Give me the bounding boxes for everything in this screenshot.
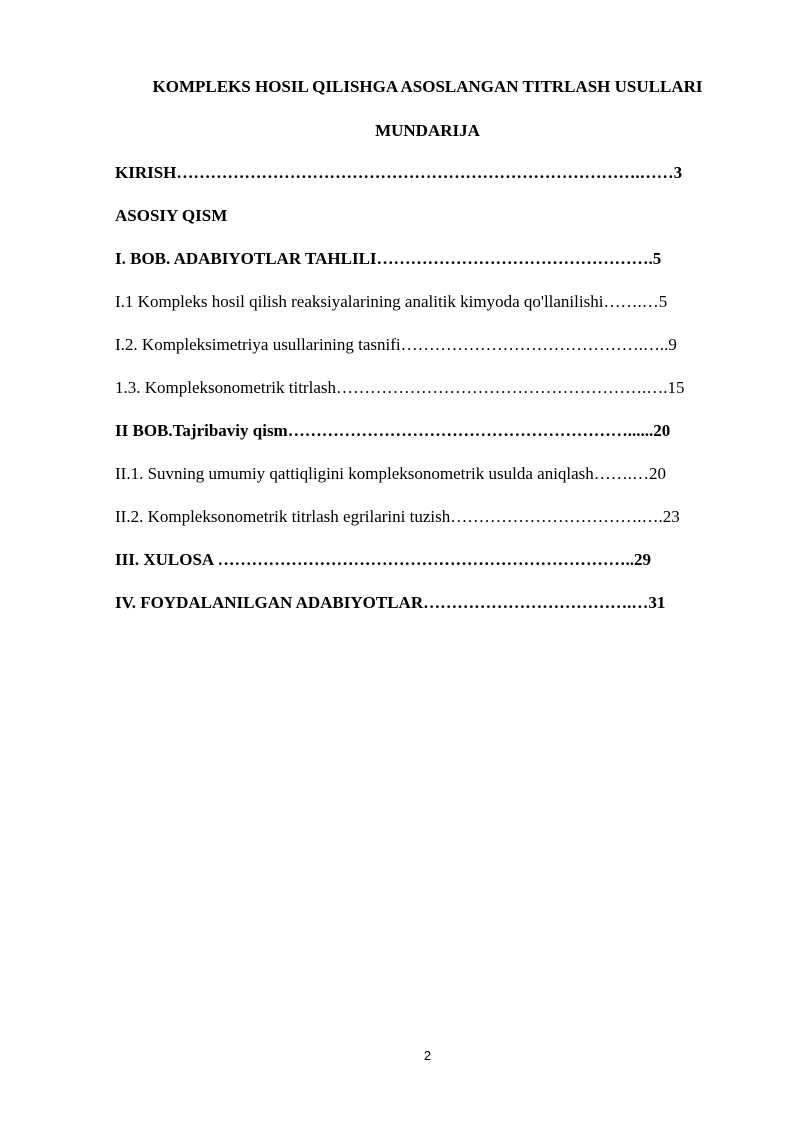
toc-heading: MUNDARIJA [375, 121, 480, 140]
toc-entry-kirish[interactable] [115, 162, 727, 184]
toc-entry-text: 1.3. Kompleksonometrik titrlash……………………………………………….….15 [115, 378, 685, 397]
toc-entry-text: II.2. Kompleksonometrik titrlash egrilarini tuzish…………………………….….23 [115, 507, 680, 526]
toc-entry-text: III. XULOSA ………………………………………………………………..29 [115, 550, 652, 569]
toc-entry-section-1-1[interactable] [115, 291, 727, 313]
toc-entry-text: I. BOB. ADABIYOTLAR TAHLILI………………………………………….5 [115, 249, 662, 268]
toc-entry-chapter-1[interactable] [115, 248, 727, 270]
toc-entry-asosiy-qism[interactable] [115, 205, 727, 227]
table-of-contents [115, 162, 727, 635]
toc-entry-chapter-2[interactable] [115, 420, 727, 442]
toc-entry-text: IV. FOYDALANILGAN ADABIYOTLAR……………………………….…31 [115, 593, 666, 612]
page-number: 2 [423, 1048, 432, 1063]
toc-entry-text: ASOSIY QISM [115, 206, 228, 225]
toc-entry-conclusion[interactable] [115, 549, 727, 571]
toc-entry-text: I.1 Kompleks hosil qilish reaksiyalarining analitik kimyoda qo'llanilishi…….…5 [115, 292, 668, 311]
toc-entry-text: I.2. Kompleksimetriya usullarining tasnifi…………………………………….…..9 [115, 335, 677, 354]
toc-entry-section-2-2[interactable] [115, 506, 727, 528]
toc-entry-text: II.1. Suvning umumiy qattiqligini kompleksonometrik usulda aniqlash…….…20 [115, 464, 667, 483]
toc-entry-text: II BOB.Tajribaviy qism……………………………………………………......20 [115, 421, 671, 440]
toc-entry-section-1-3[interactable] [115, 377, 727, 399]
toc-entry-text: KIRISH……………………………………………………………………….……3 [115, 163, 683, 182]
toc-entry-section-2-1[interactable] [115, 463, 727, 485]
toc-entry-section-1-2[interactable] [115, 334, 727, 356]
document-title: KOMPLEKS HOSIL QILISHGA ASOSLANGAN TITRLASH USULLARI [152, 77, 703, 96]
toc-entry-references[interactable] [115, 592, 727, 614]
